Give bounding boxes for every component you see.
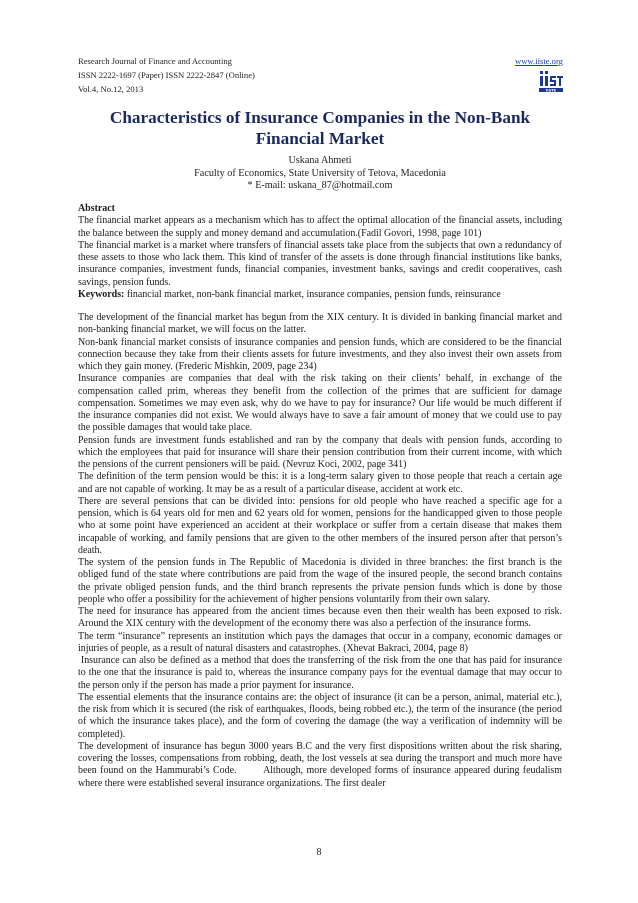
svg-text:IISTE: IISTE [545,88,557,93]
keywords-line [78,289,562,301]
abstract-paragraph: The financial market appears as a mechanism which has to affect the optimal allocation of the financial assets, including the balance between the supply and money demand and accumulation.(Fadil Govori, 1998, page 101) [78,215,562,239]
author-name: Uskana Ahmeti [288,155,352,166]
abstract-heading: Abstract [78,203,115,214]
body-paragraph: Insurance can also be defined as a method that does the transferring of the risk from the one that has paid for insurance to the one that the insurance is paid to, whereas the insurance company pays for the eventual damage that may occur to the person only if the person has made a prior payment for insurance. [78,655,565,691]
body-paragraph: Non-bank financial market consists of insurance companies and pension funds, which are considered to be the financial connection because they take from their clients assets for future investments, and they also invest their own assets from which they gain money. (Frederic Mishkin, 2009, page 234) [78,336,562,372]
abstract-paragraph: The financial market is a market where transfers of financial assets take place from the subjects that own a redundancy of these assets to those who lack them. This kind of transfer of the assets is done through financial institutions like banks, insurance companies, investment funds, financial companies, investment banks, savings and credit cooperatives, cash savings, pension funds. [78,239,562,288]
body-paragraph: The definition of the term pension would be this: it is a long-term salary given to those people that reach a certain age and are not capable of working. It may be as a result of a particular disease, accident at work etc. [78,471,562,495]
body-paragraph: The development of the financial market has begun from the XIX century. It is divided in banking financial market and non-banking financial market, we will focus on the latter. [78,312,562,336]
journal-issn: ISSN 2222-1697 (Paper) ISSN 2222-2847 (Online) [78,70,255,80]
body-paragraph: There are several pensions that can be divided into: pensions for old people who have reached a specific age for a pension, which is 64 years old for men and 62 years old for women, pensions for the handicapped given to those people who at some point have experienced an accident at their workplace or suffer from a certain disease that makes them incapable of working, and family pensions that are given to the other members of the insured person after that person’s death. [78,495,562,556]
paper-body [78,193,565,790]
body-paragraph: Insurance companies are companies that deal with the risk taking on their clients’ behalf, in exchange of the compensation called prim, whereas they benefit from the collection of the primes that are sufficient for damage compensation. Sometimes we may even ask, why do we have to pay for insurance? Our life would be much different if the insurance companies did not exist. We would always have to save a fair amount of money that we could use to pay the possible damages that would take place. [78,373,562,434]
keywords-text: financial market, non-bank financial market, insurance companies, pension funds, reinsurance [124,288,501,300]
title-line-1: Characteristics of Insurance Companies in the Non-Bank [109,108,531,127]
page-number: 8 [316,847,322,858]
body-paragraph: The term “insurance” represents an institution which pays the damages that occur in a company, economic damages or injuries of people, as a result of natural disasters and catastrophes. (Xhevat Bakraci, 2004, page 8) [78,630,562,654]
paper-title [78,107,562,149]
author-email: * E-mail: uskana_87@hotmail.com [247,180,393,191]
body-paragraph: The essential elements that the insurance contains are: the object of insurance (it can be a person, animal, material etc.), the risk from which it is secured (the risk of earthquakes, floods, being robbed etc.), the term of the insurance (the period of which the insurance takes place), and the form of covering the damage (the way a verification of indemnity will be completed). [78,691,562,740]
journal-volume: Vol.4, No.12, 2013 [78,84,144,94]
author-affiliation: Faculty of Economics, State University of Tetova, Macedonia [194,168,446,179]
journal-name: Research Journal of Finance and Accounting [78,56,232,66]
body-paragraph: The development of insurance has begun 3000 years B.C and the very first dispositions written about the risk sharing, covering the losses, compensations from robbing, death, the lost vessels at sea during the transport and much more have been found on the Hammurabi’s Code. Although, more developed forms of insurance appeared during feudalism where there were established several insurance organizations. The first dealer [78,740,565,789]
body-paragraph: The system of the pension funds in The Republic of Macedonia is divided in three branches: the first branch is the obliged fund of the state where contributions are paid from the wage of the insured people, the second branch contains the private obliged pension funds, and the third branch represents the private pension funds which is done by those people who offer a possibility for the achievement of higher pensions voluntarily from their own salary. [78,557,562,605]
journal-url-link[interactable]: www.iiste.org [515,56,563,66]
title-line-2: Financial Market [255,129,385,148]
body-paragraph: Pension funds are investment funds established and ran by the company that deals with pension funds, according to which the employees that paid for insurance will share their pension contribution from their current income, with which the pensions of the current pensioners will be paid. (Nevruz Koci, 2002, page 341) [78,434,562,470]
body-paragraph: The need for insurance has appeared from the ancient times because even then their wealth has been exposed to risk. Around the XIX century with the development of the economy there was also a perfection of the insurance forms. [78,606,562,630]
iiste-logo [538,70,564,94]
keywords-label: Keywords: [78,288,125,300]
